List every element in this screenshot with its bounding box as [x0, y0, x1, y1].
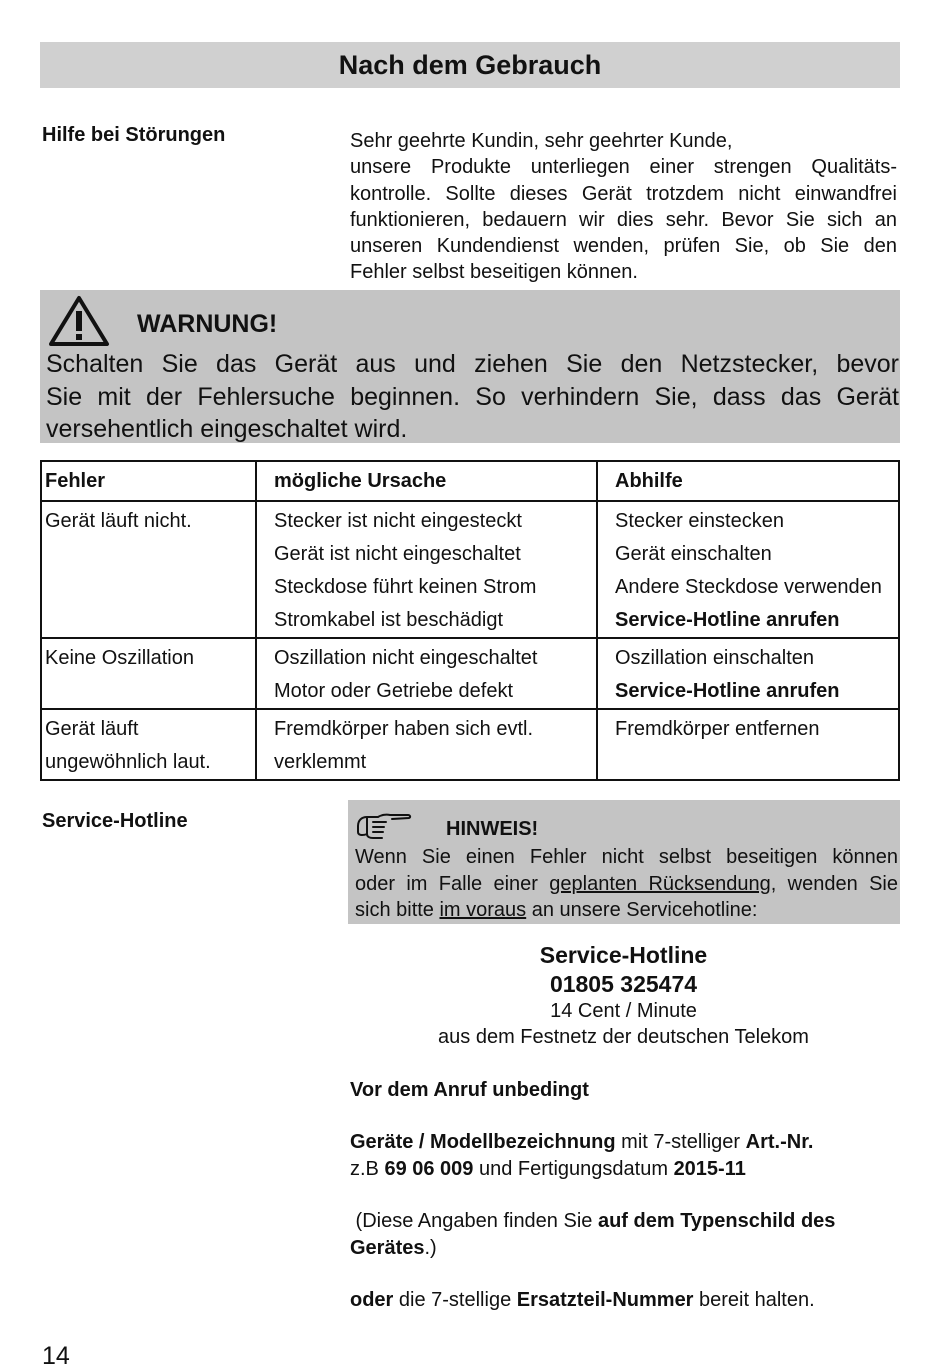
table-row: [41, 709, 899, 780]
warning-line: versehentlich eingeschaltet wird.: [46, 415, 408, 443]
warning-text: [46, 348, 899, 446]
hint-title: HINWEIS!: [446, 818, 539, 840]
intro-line: Fehler selbst beseitigen können.: [350, 261, 638, 284]
table-row: [41, 638, 899, 709]
header-abhilfe: Abhilfe: [597, 461, 899, 501]
hint-line: sich bitte im voraus an unsere Servicehotline:: [355, 899, 758, 921]
hotline-price: 14 Cent / Minute: [550, 1000, 697, 1022]
before-call-text: Vor dem Anruf unbedingt: [350, 1079, 589, 1101]
hint-line: oder im Falle einer geplanten Rücksendung, wenden Sie: [355, 872, 898, 895]
cell-abhilfe: Fremdkörper entfernen: [597, 709, 899, 780]
intro-line: unseren Kundendienst wenden, prüfen Sie, ob Sie den: [350, 235, 897, 258]
cell-abhilfe: Stecker einstecken Gerät einschalten Andere Steckdose verwenden Service-Hotline anrufen: [597, 501, 899, 638]
hotline-network: aus dem Festnetz der deutschen Telekom: [438, 1026, 809, 1048]
cell-ursache: Stecker ist nicht eingesteckt Gerät ist nicht eingeschaltet Steckdose führt keinen Strom Stromkabel ist beschädigt: [256, 501, 597, 638]
intro-line: funktionieren, bedauern wir dies sehr. Bevor Sie sich an: [350, 208, 897, 231]
cell-ursache: Oszillation nicht eingeschaltet Motor oder Getriebe defekt: [256, 638, 597, 709]
planned-return-text: geplanten Rücksendung: [549, 872, 771, 895]
header-ursache: mögliche Ursache: [256, 461, 597, 501]
warning-line: Sie mit der Fehlersuche beginnen. So verhindern Sie, dass das Gerät: [46, 382, 899, 411]
in-advance-text: im voraus: [439, 899, 527, 921]
intro-line: unsere Produkte unterliegen einer strengen Qualitäts-: [350, 156, 897, 179]
hotline-number: 01805 325474: [549, 971, 698, 997]
warning-title: WARNUNG!: [137, 310, 278, 338]
section-title: Nach dem Gebrauch: [338, 49, 602, 80]
intro-line: Sehr geehrte Kundin, sehr geehrter Kunde,: [350, 130, 733, 152]
cell-abhilfe: Oszillation einschalten Service-Hotline anrufen: [597, 638, 899, 709]
cell-fehler: Gerät läuft nicht.: [41, 501, 256, 638]
spare-part-text: oder die 7-stellige Ersatzteil-Nummer bereit halten.: [350, 1289, 815, 1311]
warning-box: [40, 290, 900, 443]
page-number: 14: [42, 1342, 70, 1370]
hint-line: Wenn Sie einen Fehler nicht selbst beseitigen können: [355, 846, 898, 868]
warning-triangle-icon: [48, 295, 110, 347]
hint-text: [355, 844, 898, 924]
hint-box: [348, 800, 900, 924]
type-plate-text: (Diese Angaben finden Sie auf dem Typenschild des Gerätes.): [350, 1210, 836, 1259]
section-title-bar: [40, 42, 900, 88]
cell-fehler: Gerät läuft ungewöhnlich laut.: [41, 709, 256, 780]
service-label: Service-Hotline: [42, 810, 188, 832]
cell-fehler: Keine Oszillation: [41, 638, 256, 709]
warning-line: Schalten Sie das Gerät aus und ziehen Sie den Netzstecker, bevor: [46, 350, 899, 378]
table-header-row: [41, 461, 899, 501]
model-info-text: Geräte / Modellbezeichnung mit 7-stelliger Art.-Nr. z.B 69 06 009 und Fertigungsdatum 2015-11: [350, 1131, 814, 1180]
header-fehler: Fehler: [41, 461, 256, 501]
intro-paragraph: [350, 128, 897, 286]
intro-line: kontrolle. Sollte dieses Gerät trotzdem nicht einwandfrei: [350, 182, 897, 205]
hotline-title: Service-Hotline: [539, 942, 708, 968]
cell-ursache: Fremdkörper haben sich evtl. verklemmt: [256, 709, 597, 780]
table-row: [41, 501, 899, 638]
troubleshooting-table: [40, 460, 900, 781]
pointing-hand-icon: [356, 812, 412, 840]
help-label: Hilfe bei Störungen: [42, 124, 226, 146]
